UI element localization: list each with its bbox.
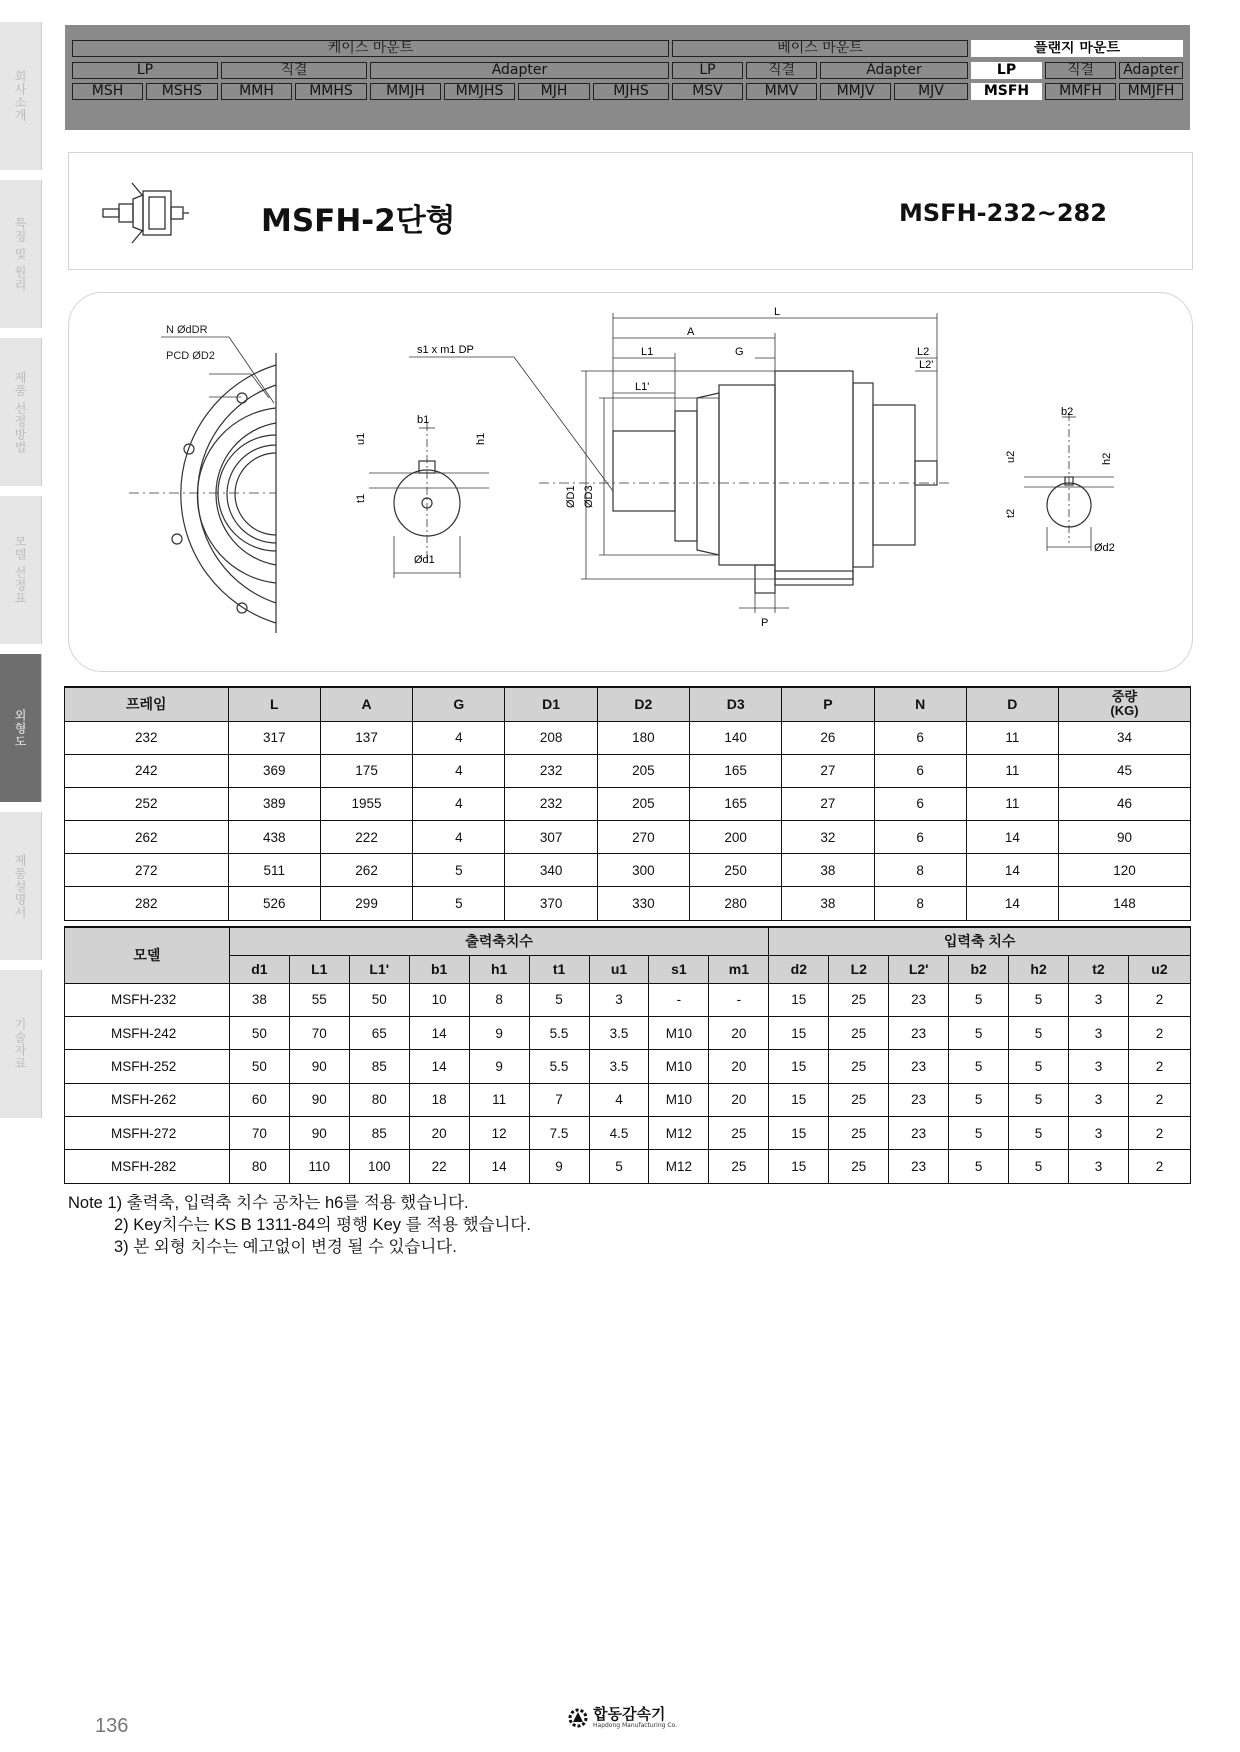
table-cell: 45 bbox=[1058, 754, 1190, 787]
table-cell: 60 bbox=[229, 1083, 289, 1116]
technical-drawing bbox=[68, 292, 1193, 672]
nav-base-lp[interactable]: LP bbox=[672, 62, 743, 79]
table-cell: 175 bbox=[320, 754, 412, 787]
table-cell: 23 bbox=[889, 1050, 949, 1083]
table-cell: 148 bbox=[1058, 887, 1190, 920]
table-cell: 5 bbox=[413, 854, 505, 887]
gearbox-thumbnail-icon bbox=[99, 175, 189, 255]
table-cell: 307 bbox=[505, 821, 597, 854]
table-cell: 90 bbox=[1058, 821, 1190, 854]
table-cell: 330 bbox=[597, 887, 689, 920]
table-cell: 5 bbox=[949, 1150, 1009, 1183]
model-cell: MSFH-282 bbox=[65, 1150, 230, 1183]
side-tab-technical[interactable]: 기술자료 bbox=[0, 970, 42, 1118]
nav-model-mjh[interactable]: MJH bbox=[518, 83, 590, 100]
table-cell: M10 bbox=[649, 1050, 709, 1083]
col-subheader: s1 bbox=[649, 955, 709, 983]
table-cell: 317 bbox=[228, 721, 320, 754]
label-L: L bbox=[774, 306, 781, 318]
table-row bbox=[65, 1050, 1191, 1083]
nav-model-msfh[interactable]: MSFH bbox=[971, 83, 1042, 100]
table-cell: 250 bbox=[690, 854, 782, 887]
footer-brand: 합동감속기 bbox=[593, 1705, 666, 1723]
table-cell: 5 bbox=[949, 1016, 1009, 1049]
nav-model-mmhs[interactable]: MMHS bbox=[295, 83, 367, 100]
table-cell: 5 bbox=[1009, 1016, 1069, 1049]
table-cell: 20 bbox=[409, 1117, 469, 1150]
gearbox-side-view bbox=[539, 313, 949, 613]
table-cell: 11 bbox=[966, 721, 1058, 754]
table-cell: 23 bbox=[889, 983, 949, 1016]
table-cell: 7.5 bbox=[529, 1117, 589, 1150]
table-cell: 7 bbox=[529, 1083, 589, 1116]
nav-flange-adapter[interactable]: Adapter bbox=[1119, 62, 1183, 79]
table-cell: 3 bbox=[1069, 1150, 1129, 1183]
table-cell: 165 bbox=[690, 787, 782, 820]
table-cell: 2 bbox=[1128, 983, 1190, 1016]
side-tab-model-selection[interactable]: 모델 선정표 bbox=[0, 496, 42, 644]
label-D1: ØD1 bbox=[565, 485, 577, 508]
col-subheader: L1 bbox=[289, 955, 349, 983]
side-tab-outline[interactable]: 외형도 bbox=[0, 654, 42, 802]
note-1: Note 1) 출력축, 입력축 치수 공차는 h6를 적용 했습니다. bbox=[68, 1194, 469, 1212]
table-cell: 8 bbox=[469, 983, 529, 1016]
table-cell: 65 bbox=[349, 1016, 409, 1049]
col-header-A: A bbox=[320, 687, 412, 721]
label-t2: t2 bbox=[1005, 508, 1017, 518]
notes bbox=[68, 1192, 531, 1258]
table-subheader-row bbox=[65, 955, 1191, 983]
table-cell: 6 bbox=[874, 721, 966, 754]
table-cell: 5 bbox=[589, 1150, 649, 1183]
table-cell: 4 bbox=[413, 754, 505, 787]
nav-model-mmjfh[interactable]: MMJFH bbox=[1119, 83, 1183, 100]
table-cell: 526 bbox=[228, 887, 320, 920]
col-subheader: d2 bbox=[769, 955, 829, 983]
label-s1-m1: s1 x m1 DP bbox=[417, 344, 474, 356]
table-cell: 8 bbox=[874, 854, 966, 887]
table-cell: 270 bbox=[597, 821, 689, 854]
table-cell: 34 bbox=[1058, 721, 1190, 754]
table-cell: 9 bbox=[469, 1016, 529, 1049]
col-header-L: L bbox=[228, 687, 320, 721]
col-group-output-shaft: 출력축치수 bbox=[229, 927, 768, 955]
table-row bbox=[65, 1117, 1191, 1150]
table-cell: 15 bbox=[769, 1117, 829, 1150]
table-cell: 90 bbox=[289, 1083, 349, 1116]
nav-flange-direct[interactable]: 직결 bbox=[1045, 62, 1116, 79]
table-cell: 25 bbox=[829, 1083, 889, 1116]
label-b2: b2 bbox=[1061, 406, 1074, 418]
table-cell: 4 bbox=[413, 821, 505, 854]
table-row bbox=[65, 983, 1191, 1016]
table-cell: 38 bbox=[782, 887, 874, 920]
table-cell: M10 bbox=[649, 1083, 709, 1116]
col-subheader: b2 bbox=[949, 955, 1009, 983]
table-cell: 2 bbox=[1128, 1016, 1190, 1049]
col-subheader: t1 bbox=[529, 955, 589, 983]
table-cell: 70 bbox=[229, 1117, 289, 1150]
nav-model-mmjv[interactable]: MMJV bbox=[820, 83, 891, 100]
shaft-table-body bbox=[65, 983, 1191, 1183]
model-cell: MSFH-242 bbox=[65, 1016, 230, 1049]
note-2: 2) Key치수는 KS B 1311-84의 평행 Key 를 적용 했습니다. bbox=[114, 1216, 531, 1234]
col-group-input-shaft: 입력축 치수 bbox=[769, 927, 1191, 955]
table-cell: 5 bbox=[1009, 1117, 1069, 1150]
table-cell: 3.5 bbox=[589, 1016, 649, 1049]
table-cell: 23 bbox=[889, 1016, 949, 1049]
input-shaft-section bbox=[1024, 413, 1114, 551]
side-tab-selection-method[interactable]: 제품 선정방법 bbox=[0, 338, 42, 486]
table-cell: 14 bbox=[966, 854, 1058, 887]
nav-base-adapter[interactable]: Adapter bbox=[820, 62, 968, 79]
table-cell: 9 bbox=[469, 1050, 529, 1083]
label-L2: L2 bbox=[917, 346, 930, 358]
table-cell: 50 bbox=[229, 1016, 289, 1049]
model-range: MSFH-232~282 bbox=[899, 199, 1107, 227]
table-cell: 22 bbox=[409, 1150, 469, 1183]
table-cell: 2 bbox=[1128, 1083, 1190, 1116]
label-b1: b1 bbox=[417, 414, 430, 426]
table-cell: 272 bbox=[65, 854, 229, 887]
table-cell: 11 bbox=[966, 754, 1058, 787]
table-cell: 38 bbox=[782, 854, 874, 887]
table-cell: - bbox=[709, 983, 769, 1016]
table-header-group-row bbox=[65, 927, 1191, 955]
table-cell: 80 bbox=[229, 1150, 289, 1183]
table-cell: 90 bbox=[289, 1117, 349, 1150]
nav-base-mount[interactable]: 베이스 마운트 bbox=[672, 40, 968, 57]
nav-case-adapter[interactable]: Adapter bbox=[370, 62, 669, 79]
label-n-ddr: N ØdDR bbox=[166, 324, 208, 336]
model-cell: MSFH-272 bbox=[65, 1117, 230, 1150]
table-cell: 4.5 bbox=[589, 1117, 649, 1150]
col-subheader: t2 bbox=[1069, 955, 1129, 983]
table-cell: 25 bbox=[829, 983, 889, 1016]
footer-brand-en: Hapdong Manufacturing Co. bbox=[593, 1722, 678, 1729]
table-cell: 232 bbox=[505, 754, 597, 787]
table-cell: 10 bbox=[409, 983, 469, 1016]
label-L2-prime: L2' bbox=[919, 359, 934, 371]
nav-case-direct[interactable]: 직결 bbox=[221, 62, 367, 79]
table-cell: 70 bbox=[289, 1016, 349, 1049]
table-cell: 50 bbox=[229, 1050, 289, 1083]
table-cell: 2 bbox=[1128, 1150, 1190, 1183]
table-cell: 3 bbox=[1069, 983, 1129, 1016]
col-subheader: u1 bbox=[589, 955, 649, 983]
table-row bbox=[65, 754, 1191, 787]
table-cell: 208 bbox=[505, 721, 597, 754]
nav-case-mount[interactable]: 케이스 마운트 bbox=[72, 40, 669, 57]
table-cell: 15 bbox=[769, 1150, 829, 1183]
col-header-D3: D3 bbox=[690, 687, 782, 721]
table-cell: 120 bbox=[1058, 854, 1190, 887]
table-cell: M12 bbox=[649, 1117, 709, 1150]
label-d1: Ød1 bbox=[414, 554, 435, 566]
table-cell: 282 bbox=[65, 887, 229, 920]
table-cell: 50 bbox=[349, 983, 409, 1016]
nav-model-mmh[interactable]: MMH bbox=[221, 83, 292, 100]
table-cell: 5 bbox=[1009, 1050, 1069, 1083]
table-cell: 1955 bbox=[320, 787, 412, 820]
nav-model-mmjh[interactable]: MMJH bbox=[370, 83, 441, 100]
table-cell: 389 bbox=[228, 787, 320, 820]
table-cell: M10 bbox=[649, 1016, 709, 1049]
col-header-model: 모델 bbox=[65, 927, 230, 983]
footer-logo bbox=[567, 1707, 677, 1729]
note-3: 3) 본 외형 치수는 예고없이 변경 될 수 있습니다. bbox=[114, 1238, 457, 1256]
table-cell: 5 bbox=[1009, 1083, 1069, 1116]
table-row bbox=[65, 787, 1191, 820]
table-cell: 222 bbox=[320, 821, 412, 854]
shaft-dimension-table bbox=[64, 926, 1191, 1184]
table-cell: 3 bbox=[1069, 1050, 1129, 1083]
label-pcd-d2: PCD ØD2 bbox=[166, 350, 215, 362]
table-cell: 300 bbox=[597, 854, 689, 887]
table-cell: 25 bbox=[829, 1150, 889, 1183]
col-subheader: m1 bbox=[709, 955, 769, 983]
table-row bbox=[65, 887, 1191, 920]
table-cell: 232 bbox=[505, 787, 597, 820]
table-cell: 85 bbox=[349, 1117, 409, 1150]
table-cell: 9 bbox=[529, 1150, 589, 1183]
table-cell: 5 bbox=[949, 1083, 1009, 1116]
label-L1-prime: L1' bbox=[635, 381, 650, 393]
table-cell: 5 bbox=[949, 1050, 1009, 1083]
frame-table-body bbox=[65, 721, 1191, 920]
table-cell: 20 bbox=[709, 1050, 769, 1083]
table-cell: 5.5 bbox=[529, 1050, 589, 1083]
table-cell: 15 bbox=[769, 983, 829, 1016]
col-header-frame: 프레임 bbox=[65, 687, 229, 721]
table-cell: 5 bbox=[949, 1117, 1009, 1150]
col-subheader: b1 bbox=[409, 955, 469, 983]
nav-flange-lp[interactable]: LP bbox=[971, 62, 1042, 79]
table-cell: 438 bbox=[228, 821, 320, 854]
table-cell: 5 bbox=[529, 983, 589, 1016]
table-cell: 6 bbox=[874, 754, 966, 787]
table-cell: 25 bbox=[829, 1117, 889, 1150]
model-cell: MSFH-232 bbox=[65, 983, 230, 1016]
table-cell: 180 bbox=[597, 721, 689, 754]
label-d2: Ød2 bbox=[1094, 542, 1115, 554]
table-cell: - bbox=[649, 983, 709, 1016]
table-cell: 14 bbox=[469, 1150, 529, 1183]
table-cell: 25 bbox=[829, 1016, 889, 1049]
table-cell: 200 bbox=[690, 821, 782, 854]
col-header-N: N bbox=[874, 687, 966, 721]
table-cell: 23 bbox=[889, 1083, 949, 1116]
table-cell: 4 bbox=[413, 721, 505, 754]
table-cell: 511 bbox=[228, 854, 320, 887]
table-cell: 25 bbox=[829, 1050, 889, 1083]
table-header-row bbox=[65, 687, 1191, 721]
nav-model-msv[interactable]: MSV bbox=[672, 83, 743, 100]
col-header-D2: D2 bbox=[597, 687, 689, 721]
table-cell: 165 bbox=[690, 754, 782, 787]
table-cell: 23 bbox=[889, 1150, 949, 1183]
table-cell: 55 bbox=[289, 983, 349, 1016]
table-cell: 23 bbox=[889, 1117, 949, 1150]
table-cell: 5 bbox=[1009, 983, 1069, 1016]
label-D3: ØD3 bbox=[583, 485, 595, 508]
table-cell: 15 bbox=[769, 1083, 829, 1116]
table-cell: 20 bbox=[709, 1016, 769, 1049]
table-row bbox=[65, 1150, 1191, 1183]
table-cell: 32 bbox=[782, 821, 874, 854]
gear-logo-icon bbox=[567, 1707, 589, 1729]
table-cell: 27 bbox=[782, 754, 874, 787]
nav-model-msh[interactable]: MSH bbox=[72, 83, 143, 100]
flange-front-view bbox=[129, 353, 276, 633]
table-cell: 11 bbox=[469, 1083, 529, 1116]
table-cell: 6 bbox=[874, 821, 966, 854]
side-tab-company[interactable]: 회사소개 bbox=[0, 22, 42, 170]
col-header-D: D bbox=[966, 687, 1058, 721]
table-cell: 232 bbox=[65, 721, 229, 754]
table-cell: 14 bbox=[409, 1016, 469, 1049]
table-cell: 5 bbox=[413, 887, 505, 920]
table-cell: 46 bbox=[1058, 787, 1190, 820]
table-cell: 25 bbox=[709, 1150, 769, 1183]
table-cell: 205 bbox=[597, 787, 689, 820]
frame-dimension-table bbox=[64, 686, 1191, 921]
table-cell: 14 bbox=[966, 887, 1058, 920]
table-cell: 3 bbox=[589, 983, 649, 1016]
table-cell: 140 bbox=[690, 721, 782, 754]
side-tab-features[interactable]: 특징 및 원리 bbox=[0, 180, 42, 328]
table-cell: 110 bbox=[289, 1150, 349, 1183]
table-cell: 100 bbox=[349, 1150, 409, 1183]
table-cell: 370 bbox=[505, 887, 597, 920]
label-t1: t1 bbox=[355, 493, 367, 503]
table-cell: 262 bbox=[320, 854, 412, 887]
page-number: 136 bbox=[95, 1715, 129, 1737]
table-cell: 38 bbox=[229, 983, 289, 1016]
nav-model-mmfh[interactable]: MMFH bbox=[1045, 83, 1116, 100]
col-subheader: d1 bbox=[229, 955, 289, 983]
table-cell: 20 bbox=[709, 1083, 769, 1116]
table-cell: 280 bbox=[690, 887, 782, 920]
table-cell: 80 bbox=[349, 1083, 409, 1116]
label-h2: h2 bbox=[1101, 452, 1113, 465]
mount-type-nav bbox=[65, 25, 1190, 130]
col-subheader: L1' bbox=[349, 955, 409, 983]
table-row bbox=[65, 1083, 1191, 1116]
table-cell: 242 bbox=[65, 754, 229, 787]
table-cell: 4 bbox=[589, 1083, 649, 1116]
label-u2: u2 bbox=[1005, 450, 1017, 463]
col-header-D1: D1 bbox=[505, 687, 597, 721]
label-h1: h1 bbox=[475, 432, 487, 445]
table-cell: 340 bbox=[505, 854, 597, 887]
table-cell: M12 bbox=[649, 1150, 709, 1183]
nav-model-mjhs[interactable]: MJHS bbox=[593, 83, 669, 100]
col-subheader: h2 bbox=[1009, 955, 1069, 983]
nav-base-direct[interactable]: 직결 bbox=[746, 62, 817, 79]
table-cell: 2 bbox=[1128, 1050, 1190, 1083]
table-cell: 90 bbox=[289, 1050, 349, 1083]
col-header-weight: 중량 (KG) bbox=[1058, 687, 1190, 721]
table-cell: 6 bbox=[874, 787, 966, 820]
col-subheader: L2' bbox=[889, 955, 949, 983]
col-subheader: L2 bbox=[829, 955, 889, 983]
nav-case-lp[interactable]: LP bbox=[72, 62, 218, 79]
col-header-G: G bbox=[413, 687, 505, 721]
table-row bbox=[65, 1016, 1191, 1049]
col-subheader: h1 bbox=[469, 955, 529, 983]
side-tab-manual[interactable]: 제품설명서 bbox=[0, 812, 42, 960]
table-cell: 3 bbox=[1069, 1016, 1129, 1049]
nav-flange-mount[interactable]: 플랜지 마운트 bbox=[971, 40, 1183, 57]
model-cell: MSFH-252 bbox=[65, 1050, 230, 1083]
table-cell: 12 bbox=[469, 1117, 529, 1150]
nav-model-mmv[interactable]: MMV bbox=[746, 83, 817, 100]
table-cell: 27 bbox=[782, 787, 874, 820]
model-cell: MSFH-262 bbox=[65, 1083, 230, 1116]
label-G: G bbox=[735, 346, 744, 358]
table-cell: 4 bbox=[413, 787, 505, 820]
table-row bbox=[65, 821, 1191, 854]
table-row bbox=[65, 721, 1191, 754]
table-cell: 5 bbox=[1009, 1150, 1069, 1183]
table-cell: 5 bbox=[949, 983, 1009, 1016]
table-cell: 252 bbox=[65, 787, 229, 820]
table-cell: 18 bbox=[409, 1083, 469, 1116]
table-cell: 15 bbox=[769, 1050, 829, 1083]
table-cell: 14 bbox=[409, 1050, 469, 1083]
table-cell: 299 bbox=[320, 887, 412, 920]
table-cell: 262 bbox=[65, 821, 229, 854]
page-title: MSFH-2단형 bbox=[261, 203, 456, 239]
col-header-P: P bbox=[782, 687, 874, 721]
col-subheader: u2 bbox=[1128, 955, 1190, 983]
table-cell: 85 bbox=[349, 1050, 409, 1083]
table-cell: 11 bbox=[966, 787, 1058, 820]
table-row bbox=[65, 854, 1191, 887]
nav-model-mshs[interactable]: MSHS bbox=[146, 83, 218, 100]
label-u1: u1 bbox=[355, 432, 367, 445]
table-cell: 15 bbox=[769, 1016, 829, 1049]
label-A: A bbox=[687, 326, 695, 338]
label-P: P bbox=[761, 617, 769, 629]
nav-model-mmjhs[interactable]: MMJHS bbox=[444, 83, 515, 100]
table-cell: 3 bbox=[1069, 1083, 1129, 1116]
table-cell: 137 bbox=[320, 721, 412, 754]
table-cell: 25 bbox=[709, 1117, 769, 1150]
table-cell: 205 bbox=[597, 754, 689, 787]
table-cell: 14 bbox=[966, 821, 1058, 854]
table-cell: 26 bbox=[782, 721, 874, 754]
nav-model-mjv[interactable]: MJV bbox=[894, 83, 968, 100]
table-cell: 8 bbox=[874, 887, 966, 920]
table-cell: 3.5 bbox=[589, 1050, 649, 1083]
table-cell: 369 bbox=[228, 754, 320, 787]
table-cell: 5.5 bbox=[529, 1016, 589, 1049]
title-box bbox=[68, 152, 1193, 270]
label-L1: L1 bbox=[641, 346, 654, 358]
table-cell: 3 bbox=[1069, 1117, 1129, 1150]
table-cell: 2 bbox=[1128, 1117, 1190, 1150]
